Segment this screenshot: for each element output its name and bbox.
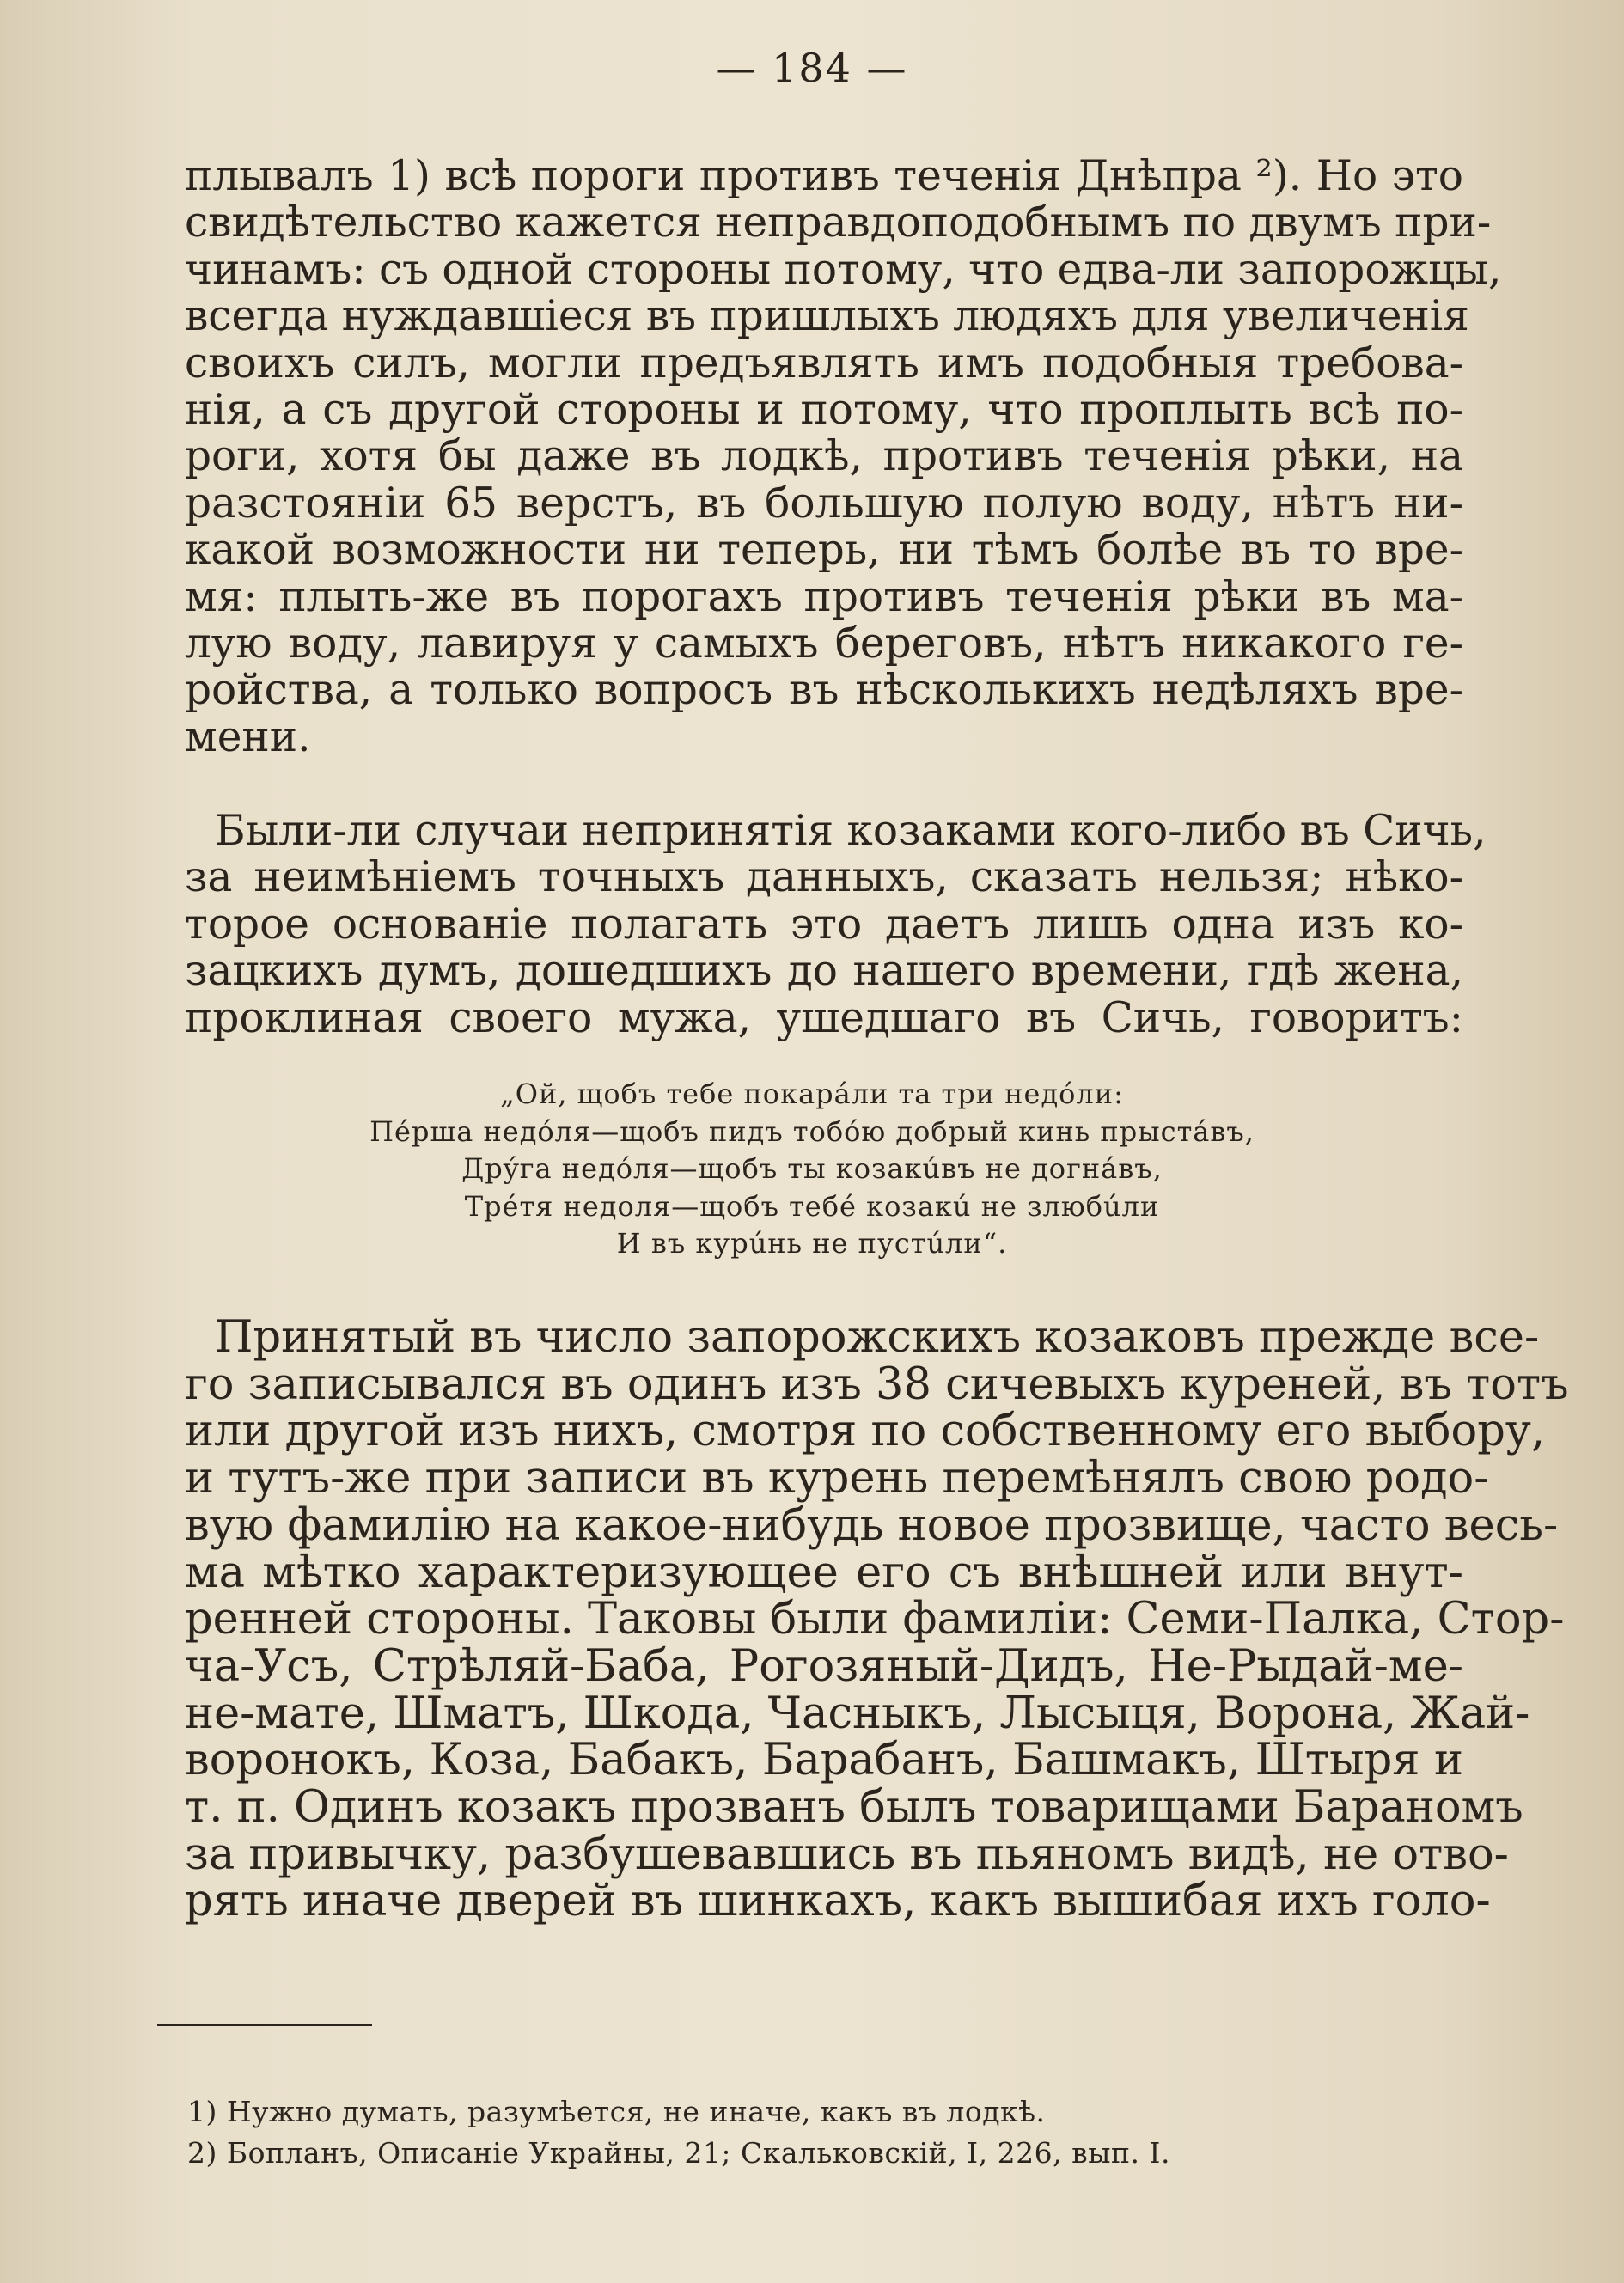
text-line: ма мѣтко характеризующее его съ внѣшней или внут- xyxy=(185,1547,1463,1598)
poem-line: Трéтя недоля—щобъ тебé козакú не злюбúли xyxy=(464,1189,1160,1223)
text-line: или другой изъ нихъ, смотря по собственному его выбору, xyxy=(185,1406,1546,1457)
footnote: 2) Бопланъ, Описаніе Украйны, 21; Скальковскій, I, 226, вып. I. xyxy=(187,2136,1170,2170)
footnotes xyxy=(187,2091,1476,2174)
text-line: го записывался въ одинъ изъ 38 сичевыхъ куреней, въ тотъ xyxy=(185,1358,1569,1410)
text-line: Принятый въ число запорожскихъ козаковъ прежде все- xyxy=(215,1312,1540,1363)
text-line: ройства, а только вопросъ въ нѣсколькихъ недѣляхъ вре- xyxy=(185,666,1463,715)
text-line: плывалъ 1) всѣ пороги противъ теченія Днѣпра ²). Но это xyxy=(185,152,1463,200)
text-line: за неимѣніемъ точныхъ данныхъ, сказать нельзя; нѣко- xyxy=(185,853,1463,902)
page-number: — 184 — xyxy=(716,45,908,91)
text-line: разстояніи 65 верстъ, въ большую полую воду, нѣтъ ни- xyxy=(185,479,1463,528)
text-line: Были-ли случаи непринятія козаками кого-либо въ Сичь, xyxy=(215,807,1487,855)
paragraph-2 xyxy=(185,807,1487,1042)
poem-quote xyxy=(0,1076,1624,1263)
text-line: какой возможности ни теперь, ни тѣмъ болѣе въ то вре- xyxy=(185,526,1463,575)
text-line: вую фамилію на какое-нибудь новое прозвище, часто весь- xyxy=(185,1499,1559,1551)
text-line: всегда нуждавшіеся въ пришлыхъ людяхъ для увеличенія xyxy=(185,292,1469,341)
text-line: мени. xyxy=(185,712,311,761)
footnote-divider xyxy=(157,2024,372,2026)
text-line: не-мате, Шматъ, Шкода, Часныкъ, Лысыця, Ворона, Жай- xyxy=(185,1688,1530,1739)
text-line: проклиная своего мужа, ушедшаго въ Сичь, говоритъ: xyxy=(185,993,1463,1042)
footnote: 1) Нужно думать, разумѣется, не иначе, какъ въ лодкѣ. xyxy=(187,2095,1046,2128)
poem-line: Дрýга недóля—щобъ ты козакúвъ не догнáвъ, xyxy=(461,1152,1163,1185)
text-line: воронокъ, Коза, Бабакъ, Барабанъ, Башмакъ, Штыря и xyxy=(185,1735,1463,1786)
text-line: роги, хотя бы даже въ лодкѣ, противъ теченія рѣки, на xyxy=(185,432,1463,481)
paragraph-1 xyxy=(185,152,1502,761)
text-line: и тутъ-же при записи въ курень перемѣнялъ свою родо- xyxy=(185,1453,1489,1505)
text-line: лую воду, лавируя у самыхъ береговъ, нѣтъ никакого ге- xyxy=(185,620,1463,668)
poem-line: „Ой, щобъ тебе покарáли та три недóли: xyxy=(500,1077,1124,1110)
text-line: т. п. Одинъ козакъ прозванъ былъ товарищами Бараномъ xyxy=(185,1782,1523,1834)
poem-line: И въ курúнь не пустúли“. xyxy=(616,1227,1008,1260)
text-line: ренней стороны. Таковы были фамиліи: Семи-Палка, Стор- xyxy=(185,1594,1565,1645)
text-line: ча-Усъ, Стрѣляй-Баба, Рогозяный-Дидъ, Не-Рыдай-ме- xyxy=(185,1640,1463,1692)
poem-line: Пéрша недóля—щобъ пидъ тобóю добрый кинь прыстáвъ, xyxy=(369,1114,1255,1148)
text-line: своихъ силъ, могли предъявлять имъ подобныя требова- xyxy=(185,339,1463,388)
text-line: свидѣтельство кажется неправдоподобнымъ по двумъ при- xyxy=(185,198,1492,247)
text-line: рять иначе дверей въ шинкахъ, какъ вышибая ихъ голо- xyxy=(185,1876,1491,1927)
text-line: мя: плыть-же въ порогахъ противъ теченія рѣки въ ма- xyxy=(185,572,1463,621)
text-line: нія, а съ другой стороны и потому, что проплыть всѣ по- xyxy=(185,386,1463,435)
text-line: чинамъ: съ одной стороны потому, что едва-ли запорожцы, xyxy=(185,245,1502,294)
text-line: торое основаніе полагать это даетъ лишь одна изъ ко- xyxy=(185,900,1463,949)
text-line: за привычку, разбушевавшись въ пьяномъ видѣ, не отво- xyxy=(185,1828,1509,1880)
text-line: зацкихъ думъ, дошедшихъ до нашего времени, гдѣ жена, xyxy=(185,947,1463,996)
paragraph-3 xyxy=(185,1312,1569,1927)
